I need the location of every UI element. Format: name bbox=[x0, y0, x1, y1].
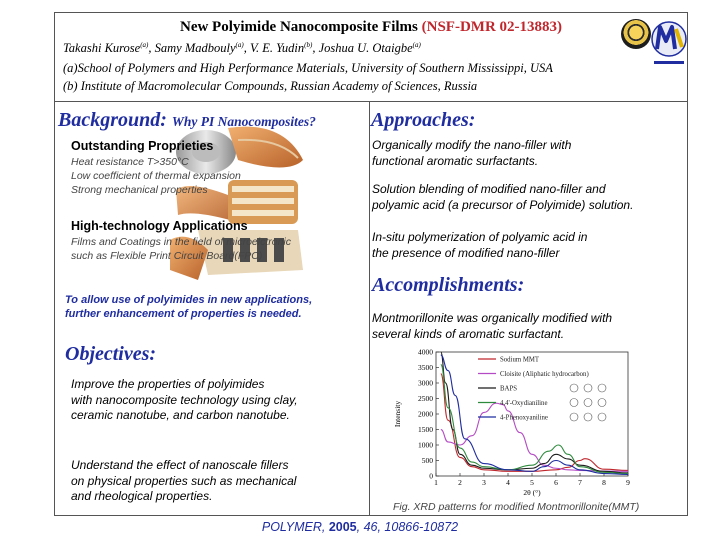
legend-label-2: Cloisite (Aliphatic hydrocarbon) bbox=[500, 371, 589, 378]
author-sep: , bbox=[312, 41, 319, 56]
chart-legend bbox=[478, 357, 606, 422]
accomplishment-line-1: Montmorillonite was organically modified with bbox=[372, 311, 613, 325]
structure-ring-icon bbox=[584, 399, 592, 407]
x-tick-label: 3 bbox=[482, 478, 486, 487]
structure-ring-icon bbox=[570, 413, 578, 421]
citation-journal: POLYMER bbox=[261, 520, 322, 534]
approach-item-2 bbox=[372, 182, 633, 213]
citation-details: , 46, 10866-10872 bbox=[356, 520, 459, 534]
approach-2-line-1: Solution blending of modified nano-filler and bbox=[372, 182, 606, 196]
x-tick-label: 9 bbox=[626, 478, 630, 487]
x-tick-label: 4 bbox=[506, 478, 510, 487]
author-1-affil: (a) bbox=[140, 41, 149, 49]
citation-year: 2005 bbox=[328, 520, 357, 534]
mrsec-logo bbox=[651, 17, 687, 71]
structure-ring-icon bbox=[584, 413, 592, 421]
objective-item-1 bbox=[71, 377, 298, 424]
legend-label-5: 4-Phenoxyaniline bbox=[500, 414, 548, 422]
structure-ring-icon bbox=[584, 384, 592, 392]
approaches-heading: Approaches: bbox=[371, 109, 476, 131]
legend-label-4: 4,4'-Oxydianiline bbox=[500, 400, 548, 407]
approach-item-3 bbox=[372, 230, 587, 261]
property-item-3: Strong mechanical properties bbox=[71, 184, 208, 196]
objective-2-line-1: Understand the effect of nanoscale fillers bbox=[71, 458, 289, 472]
y-tick-label: 2500 bbox=[418, 394, 433, 403]
x-tick-label: 5 bbox=[530, 478, 534, 487]
author-sep: , bbox=[148, 41, 155, 56]
structure-ring-icon bbox=[598, 413, 606, 421]
y-tick-label: 2000 bbox=[418, 409, 433, 419]
structure-ring-icon bbox=[570, 384, 578, 392]
approach-1-line-1: Organically modify the nano-filler with bbox=[372, 138, 572, 152]
chart-axes bbox=[393, 348, 630, 498]
poster-header bbox=[55, 13, 687, 102]
citation bbox=[0, 520, 720, 534]
motivation-note-line-2: further enhancement of properties is needed. bbox=[65, 308, 302, 320]
x-tick-label: 8 bbox=[602, 478, 606, 487]
objective-1-line-3: ceramic nanotube, and carbon nanotube. bbox=[71, 408, 290, 422]
title-text: New Polyimide Nanocomposite Films bbox=[179, 19, 418, 35]
x-tick-label: 1 bbox=[434, 478, 438, 487]
structure-ring-icon bbox=[598, 399, 606, 407]
grant-number: (NSF-DMR 02-13883) bbox=[421, 19, 563, 35]
series-line-1 bbox=[441, 374, 628, 472]
background-subheading: Why PI Nanocomposites? bbox=[171, 114, 316, 129]
approach-item-1 bbox=[372, 138, 571, 169]
property-item-2: Low coefficient of thermal expansion bbox=[71, 170, 241, 182]
author-list bbox=[63, 41, 421, 56]
author-2: Samy Madbouly bbox=[154, 41, 236, 56]
application-line-2: such as Flexible Print Circuit Board(FPC) bbox=[71, 250, 263, 262]
motivation-note-line-1: To allow use of polyimides in new applications, bbox=[65, 294, 313, 306]
y-axis-label: Intensity bbox=[393, 400, 402, 428]
column-divider bbox=[369, 102, 370, 516]
legend-label-3: BAPS bbox=[500, 385, 518, 393]
y-tick-label: 1000 bbox=[418, 440, 433, 450]
objective-1-line-2: with nanocomposite technology using clay, bbox=[71, 392, 298, 407]
objective-2-line-3: and rheological properties. bbox=[71, 489, 213, 503]
high-tech-applications-title: High-technology Applications bbox=[71, 219, 248, 233]
affiliation-a: (a)School of Polymers and High Performance Materials, University of Southern Mississippi, USA bbox=[63, 61, 553, 75]
objective-item-2 bbox=[71, 458, 296, 505]
author-2-affil: (a) bbox=[235, 41, 244, 49]
approach-1-line-2: functional aromatic surfactants. bbox=[372, 153, 539, 168]
citation-sep: , bbox=[321, 520, 329, 534]
y-tick-label: 1500 bbox=[418, 425, 433, 434]
x-tick-label: 6 bbox=[554, 478, 558, 487]
property-item-1: Heat resistance T>350°C bbox=[71, 156, 189, 168]
author-4: Joshua U. Otaigbe bbox=[318, 41, 413, 56]
application-line-1: Films and Coatings in the field of microelctronic bbox=[71, 236, 292, 248]
x-tick-label: 7 bbox=[578, 478, 582, 487]
structure-ring-icon bbox=[570, 399, 578, 407]
author-sep: , bbox=[243, 41, 250, 56]
background-heading-text: Background: bbox=[58, 109, 167, 131]
author-3: V. E. Yudin bbox=[249, 41, 305, 56]
y-tick-label: 3000 bbox=[418, 378, 433, 388]
x-tick-label: 2 bbox=[458, 478, 462, 487]
y-tick-label: 4000 bbox=[418, 347, 433, 357]
xrd-chart bbox=[384, 344, 636, 504]
x-axis-label: 2θ (°) bbox=[523, 488, 541, 497]
accomplishment-line-2: several kinds of aromatic surfactant. bbox=[372, 326, 565, 341]
accomplishments-heading: Accomplishments: bbox=[372, 274, 525, 296]
y-tick-label: 3500 bbox=[418, 363, 433, 372]
author-4-affil: (a) bbox=[412, 41, 421, 49]
accomplishment-text bbox=[372, 311, 612, 342]
y-tick-label: 500 bbox=[421, 456, 433, 465]
legend-label-1: Sodium MMT bbox=[500, 356, 540, 364]
affiliation-b: (b) Institute of Macromolecular Compounds, Russian Academy of Sciences, Russia bbox=[63, 79, 478, 93]
structure-ring-icon bbox=[598, 384, 606, 392]
approach-3-line-1: In-situ polymerization of polyamic acid in bbox=[372, 230, 588, 244]
university-seal-logo bbox=[621, 19, 651, 49]
approach-3-line-2: the presence of modified nano-filler bbox=[372, 245, 560, 260]
author-3-affil: (b) bbox=[304, 41, 313, 49]
outstanding-properties-title: Outstanding Proprieties bbox=[71, 139, 214, 153]
author-1: Takashi Kurose bbox=[63, 41, 141, 56]
y-tick-label: 0 bbox=[429, 471, 433, 481]
objective-1-line-1: Improve the properties of polyimides bbox=[71, 377, 265, 391]
approach-2-line-2: polyamic acid (a precursor of Polyimide) solution. bbox=[372, 197, 634, 212]
poster-title bbox=[55, 19, 687, 36]
objective-2-line-2: on physical properties such as mechanical bbox=[71, 473, 297, 488]
figure-caption: Fig. XRD patterns for modified Montmorillonite(MMT) bbox=[393, 501, 640, 513]
objectives-heading: Objectives: bbox=[65, 343, 157, 365]
